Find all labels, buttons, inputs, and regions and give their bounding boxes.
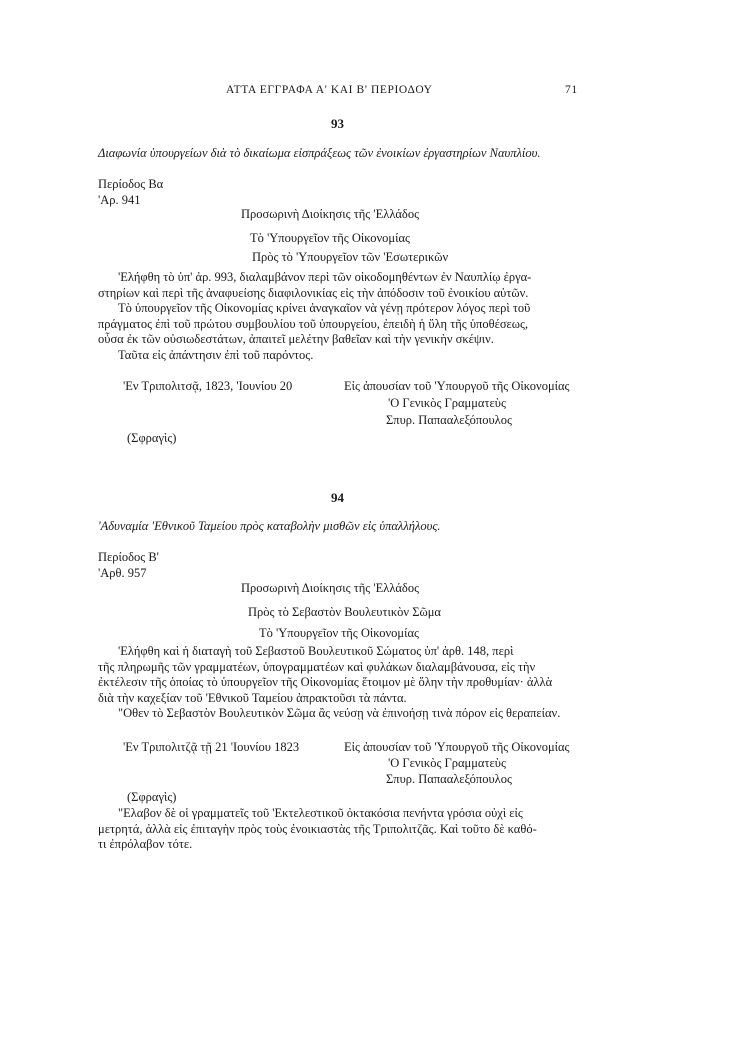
- doc93-para2-line3: οὖσα ἐκ τῶν οὐσιωδεστάτων, ἀπαιτεῖ μελέτην βαθεῖαν καὶ τὴν γενικὴν σκέψιν.: [98, 332, 494, 347]
- document-93-ministry: Τὸ 'Υπουργεῖον τῆς Οἰκονομίας: [250, 231, 410, 245]
- document-number-93: 93: [331, 116, 344, 131]
- doc94-para1-line1: 'Ελήφθη καὶ ἡ διαταγὴ τοῦ Σεβαστοῦ Βουλευτικοῦ Σώματος ὑπ' ἀρθ. 148, περὶ: [118, 644, 514, 658]
- doc94-note-line2: μετρητά, ἀλλὰ εἰς ἐπιταγὴν πρὸς τοὺς ἐνοικιαστὰς τῆς Τριπολιτζᾶς. Καὶ τοῦτο δὲ καθό-: [98, 821, 537, 836]
- document-93-title: Διαφωνία ὑπουργείων διὰ τὸ δικαίωμα εἰσπράξεως τῶν ἐνοικίων ἐργαστηρίων Ναυπλίου.: [98, 146, 541, 160]
- document-94-ministry: Τὸ 'Υπουργεῖον τῆς Οἰκονομίας: [259, 626, 419, 640]
- document-93-signature-line1: Εἰς ἀπουσίαν τοῦ 'Υπουργοῦ τῆς Οἰκονομίας: [344, 379, 570, 393]
- doc93-para3-line1: Ταῦτα εἰς ἀπάντησιν ἐπὶ τοῦ παρόντος.: [118, 347, 314, 362]
- doc94-note-line1: "Ελαβον δὲ οἱ γραμματεῖς τοῦ 'Εκτελεστικοῦ ὀκτακόσια πενήντα γρόσια οὐχὶ εἰς: [118, 806, 523, 820]
- doc93-para1-line2: στηρίων καὶ περὶ τῆς ἀναφυείσης διαφιλονικίας εἰς τὴν ἀπόδοσιν τοῦ ἐνοικίου αὐτῶν.: [98, 285, 529, 300]
- page-number: 71: [565, 84, 578, 96]
- document-94-body: [98, 644, 583, 722]
- doc93-para1-line1: 'Ελήφθη τὸ ὑπ' ἀρ. 993, διαλαμβάνον περὶ τῶν οἰκοδομηθέντων ἐν Ναυπλίῳ ἐργα-: [118, 270, 532, 284]
- document-number-94: 94: [331, 490, 344, 505]
- document-94-recipient: Πρὸς τὸ Σεβαστὸν Βουλευτικὸν Σῶμα: [248, 605, 441, 619]
- doc94-para2-line1: "Οθεν τὸ Σεβαστὸν Βουλευτικὸν Σῶμα ἂς νεύσῃ νὰ ἐπινοήσῃ τινὰ πόρον εἰς θεραπείαν.: [118, 706, 561, 721]
- document-93-reference: 'Αρ. 941: [98, 193, 141, 207]
- document-93-sender: Προσωρινὴ Διοίκησις τῆς 'Ελλάδος: [241, 207, 420, 221]
- document-94-reference: 'Αρθ. 957: [98, 566, 147, 580]
- document-94-note: [98, 806, 583, 853]
- document-94-signature-line1: Εἰς ἀπουσίαν τοῦ 'Υπουργοῦ τῆς Οἰκονομίας: [344, 740, 570, 754]
- doc94-para1-line3: ἐκτέλεσιν τῆς ὁποίας τὸ ὑπουργεῖον τῆς Οἰκονομίας ἕτοιμον μὲ ὅλην τὴν προθυμίαν· ἀλλὰ: [98, 675, 553, 690]
- document-93-period: Περίοδος Βα: [98, 177, 164, 191]
- document-93-place-date: 'Εν Τριπολιτσᾷ, 1823, 'Ιουνίου 20: [123, 379, 293, 393]
- document-94-signatory: Σπυρ. Παπααλεξόπουλος: [386, 772, 512, 786]
- document-94-signature-line2: 'Ο Γενικὸς Γραμματεὺς: [388, 756, 506, 770]
- doc93-para2-line2: πράγματος ἐπὶ τοῦ πρώτου συμβουλίου τοῦ ὑπουργείου, ἐπειδὴ ἡ ὕλη τῆς ὑποθέσεως,: [98, 316, 529, 331]
- document-94-seal: (Σφραγὶς): [127, 790, 177, 804]
- doc93-para2-line1: Τὸ ὑπουργεῖον τῆς Οἰκονομίας κρίνει ἀναγκαῖον νὰ γένῃ πρότερον λόγος περὶ τοῦ: [118, 301, 531, 316]
- document-93-signatory: Σπυρ. Παπααλεξόπουλος: [386, 413, 512, 427]
- doc94-para1-line4: διὰ τὴν καχεξίαν τοῦ 'Εθνικοῦ Ταμείου ἀπρακτοῦσι τὰ πάντα.: [98, 690, 407, 705]
- doc94-para1-line2: τῆς πληρωμῆς τῶν γραμματέων, ὑπογραμματέων καὶ φυλάκων διαλαμβάνουσα, εἰς τὴν: [98, 659, 536, 674]
- document-93-seal: (Σφραγὶς): [127, 431, 177, 445]
- document-93-body: [98, 270, 583, 364]
- document-93-recipient: Πρὸς τὸ 'Υπουργεῖον τῶν 'Εσωτερικῶν: [252, 250, 449, 264]
- document-94-sender: Προσωρινὴ Διοίκησις τῆς 'Ελλάδος: [241, 581, 420, 595]
- document-93-signature-line2: 'Ο Γενικὸς Γραμματεὺς: [388, 396, 506, 410]
- doc94-note-line3: τι ἐπρόλαβον τότε.: [98, 837, 193, 852]
- document-94-title: 'Αδυναμία 'Εθνικοῦ Ταμείου πρὸς καταβολὴν μισθῶν εἰς ὑπαλλήλους.: [98, 519, 441, 533]
- running-header: ΑΤΤΑ ΕΓΓΡΑΦΑ Α' ΚΑΙ Β' ΠΕΡΙΟΔΟΥ: [226, 84, 433, 96]
- document-94-place-date: 'Εν Τριπολιτζᾷ τῇ 21 'Ιουνίου 1823: [123, 740, 300, 754]
- document-94-period: Περίοδος Β': [98, 550, 159, 564]
